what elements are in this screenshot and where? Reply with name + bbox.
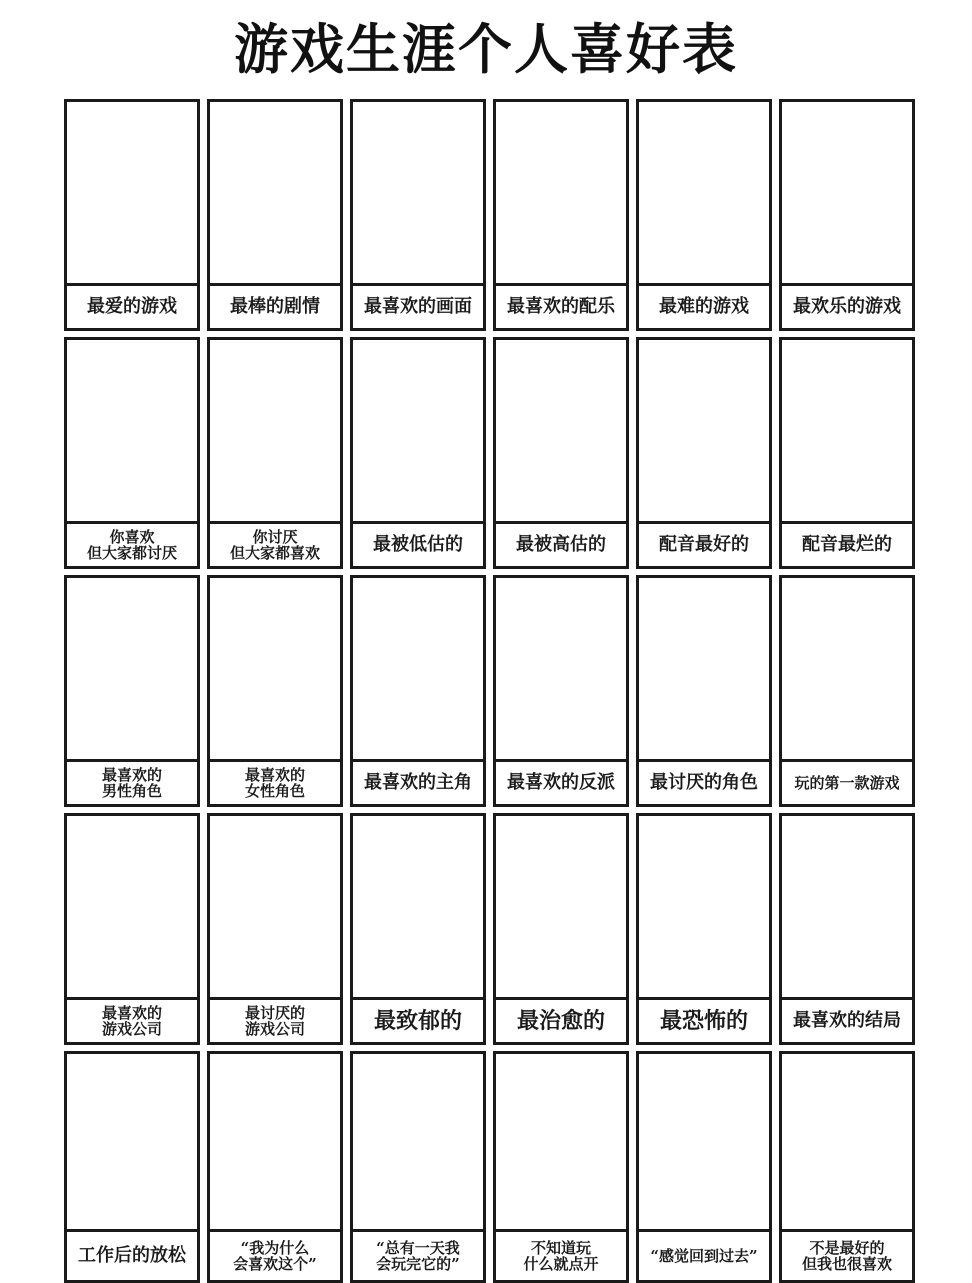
image-slot[interactable]	[210, 1054, 340, 1232]
image-slot[interactable]	[353, 578, 483, 762]
grid-cell[interactable]	[636, 813, 772, 1045]
image-slot[interactable]	[210, 340, 340, 524]
cell-label	[353, 762, 483, 804]
image-slot[interactable]	[782, 816, 912, 1000]
image-slot[interactable]	[496, 340, 626, 524]
cell-label-line: 女性角色	[244, 782, 305, 800]
cell-label	[639, 1232, 769, 1280]
cell-label	[210, 286, 340, 328]
cell-label-line: 你讨厌	[252, 527, 298, 546]
cell-label	[782, 1000, 912, 1042]
image-slot[interactable]	[782, 578, 912, 762]
cell-label-line: 最喜欢的主角	[364, 772, 472, 794]
cell-label	[67, 524, 197, 566]
cell-label-line: 最喜欢的	[101, 1003, 162, 1022]
cell-label-line: 最棒的剧情	[230, 296, 320, 318]
image-slot[interactable]	[639, 578, 769, 762]
cell-label	[782, 762, 912, 804]
cell-label-line: 最恐怖的	[659, 1007, 748, 1034]
cell-label-line: 最被低估的	[373, 534, 463, 556]
image-slot[interactable]	[496, 1054, 626, 1232]
grid-cell[interactable]	[779, 813, 915, 1045]
grid-cell[interactable]	[636, 1051, 772, 1283]
grid-cell[interactable]	[64, 99, 200, 331]
cell-label-line: 会喜欢这个”	[233, 1255, 317, 1273]
cell-label-line: 工作后的放松	[78, 1245, 186, 1267]
image-slot[interactable]	[353, 816, 483, 1000]
grid-cell[interactable]	[350, 99, 486, 331]
image-slot[interactable]	[67, 340, 197, 524]
cell-label-line: 最讨厌的角色	[650, 772, 758, 794]
cell-label	[782, 1232, 912, 1280]
cell-label	[782, 286, 912, 328]
grid-cell[interactable]	[493, 1051, 629, 1283]
cell-label	[496, 286, 626, 328]
cell-label	[353, 524, 483, 566]
cell-label-line: 配音最好的	[659, 534, 749, 556]
cell-label-line: 最被高估的	[516, 534, 606, 556]
image-slot[interactable]	[353, 340, 483, 524]
cell-label-line: 最讨厌的	[244, 1003, 305, 1022]
cell-label	[496, 524, 626, 566]
grid-cell[interactable]	[350, 575, 486, 807]
grid-cell[interactable]	[493, 813, 629, 1045]
preference-grid	[64, 99, 916, 1283]
cell-label-line: 最喜欢的	[101, 765, 162, 784]
image-slot[interactable]	[67, 578, 197, 762]
grid-cell[interactable]	[64, 337, 200, 569]
grid-cell[interactable]	[207, 1051, 343, 1283]
image-slot[interactable]	[67, 816, 197, 1000]
cell-label-line: 但大家都喜欢	[229, 544, 320, 562]
grid-cell[interactable]	[64, 813, 200, 1045]
grid-cell[interactable]	[64, 1051, 200, 1283]
cell-label	[496, 1232, 626, 1280]
image-slot[interactable]	[496, 102, 626, 286]
cell-label-line: 最致郁的	[373, 1007, 462, 1034]
cell-label	[782, 524, 912, 566]
grid-cell[interactable]	[207, 575, 343, 807]
image-slot[interactable]	[639, 340, 769, 524]
grid-cell[interactable]	[207, 337, 343, 569]
cell-label	[353, 286, 483, 328]
cell-label-line: 最喜欢的画面	[364, 296, 472, 318]
cell-label-line: 配音最烂的	[802, 534, 892, 556]
cell-label-line: 游戏公司	[101, 1020, 162, 1038]
cell-label-line: 不知道玩	[530, 1238, 591, 1257]
grid-cell[interactable]	[493, 575, 629, 807]
image-slot[interactable]	[353, 102, 483, 286]
cell-label	[210, 1232, 340, 1280]
cell-label	[639, 524, 769, 566]
grid-cell[interactable]	[779, 337, 915, 569]
grid-cell[interactable]	[779, 1051, 915, 1283]
image-slot[interactable]	[67, 1054, 197, 1232]
cell-label	[639, 1000, 769, 1042]
cell-label	[353, 1232, 483, 1280]
image-slot[interactable]	[782, 102, 912, 286]
cell-label-line: 最喜欢的配乐	[507, 296, 615, 318]
cell-label-line: 会玩完它的”	[376, 1255, 460, 1273]
cell-label-line: 什么就点开	[523, 1255, 599, 1273]
grid-cell[interactable]	[350, 1051, 486, 1283]
image-slot[interactable]	[639, 816, 769, 1000]
cell-label	[210, 524, 340, 566]
grid-cell[interactable]	[636, 575, 772, 807]
cell-label	[639, 762, 769, 804]
cell-label	[210, 762, 340, 804]
cell-label	[67, 762, 197, 804]
cell-label	[496, 1000, 626, 1042]
cell-label-line: 游戏公司	[244, 1020, 305, 1038]
cell-label-line: 但大家都讨厌	[86, 544, 177, 562]
grid-cell[interactable]	[779, 99, 915, 331]
image-slot[interactable]	[782, 1054, 912, 1232]
cell-label-line: 最爱的游戏	[87, 296, 177, 318]
grid-cell[interactable]	[493, 99, 629, 331]
cell-label-line: 最喜欢的结局	[793, 1010, 901, 1032]
cell-label	[353, 1000, 483, 1042]
page-title: 游戏生涯个人喜好表	[234, 18, 738, 81]
grid-cell[interactable]	[350, 337, 486, 569]
grid-cell[interactable]	[350, 813, 486, 1045]
cell-label-line: 你喜欢	[109, 527, 155, 546]
image-slot[interactable]	[67, 102, 197, 286]
image-slot[interactable]	[210, 578, 340, 762]
grid-cell[interactable]	[636, 337, 772, 569]
cell-label-line: 男性角色	[101, 782, 162, 800]
image-slot[interactable]	[210, 102, 340, 286]
cell-label	[210, 1000, 340, 1042]
cell-label	[67, 1232, 197, 1280]
grid-cell[interactable]	[207, 813, 343, 1045]
image-slot[interactable]	[639, 102, 769, 286]
cell-label	[496, 762, 626, 804]
cell-label-line: “我为什么	[240, 1238, 310, 1257]
image-slot[interactable]	[496, 578, 626, 762]
cell-label-line: 最喜欢的反派	[507, 772, 615, 794]
image-slot[interactable]	[496, 816, 626, 1000]
cell-label-line: 玩的第一款游戏	[794, 773, 900, 792]
cell-label	[639, 286, 769, 328]
grid-cell[interactable]	[207, 99, 343, 331]
cell-label-line: 最难的游戏	[659, 296, 749, 318]
cell-label-line: 最喜欢的	[244, 765, 305, 784]
cell-label-line: 最治愈的	[516, 1007, 605, 1034]
grid-cell[interactable]	[779, 575, 915, 807]
image-slot[interactable]	[210, 816, 340, 1000]
grid-cell[interactable]	[64, 575, 200, 807]
image-slot[interactable]	[353, 1054, 483, 1232]
cell-label-line: 不是最好的	[809, 1238, 885, 1257]
cell-label-line: “总有一天我	[376, 1238, 460, 1257]
cell-label-line: 最欢乐的游戏	[793, 296, 901, 318]
cell-label-line: 但我也很喜欢	[801, 1255, 892, 1273]
cell-label-line: “感觉回到过去”	[650, 1246, 758, 1265]
grid-cell[interactable]	[636, 99, 772, 331]
cell-label	[67, 1000, 197, 1042]
image-slot[interactable]	[639, 1054, 769, 1232]
cell-label	[67, 286, 197, 328]
image-slot[interactable]	[782, 340, 912, 524]
grid-cell[interactable]	[493, 337, 629, 569]
